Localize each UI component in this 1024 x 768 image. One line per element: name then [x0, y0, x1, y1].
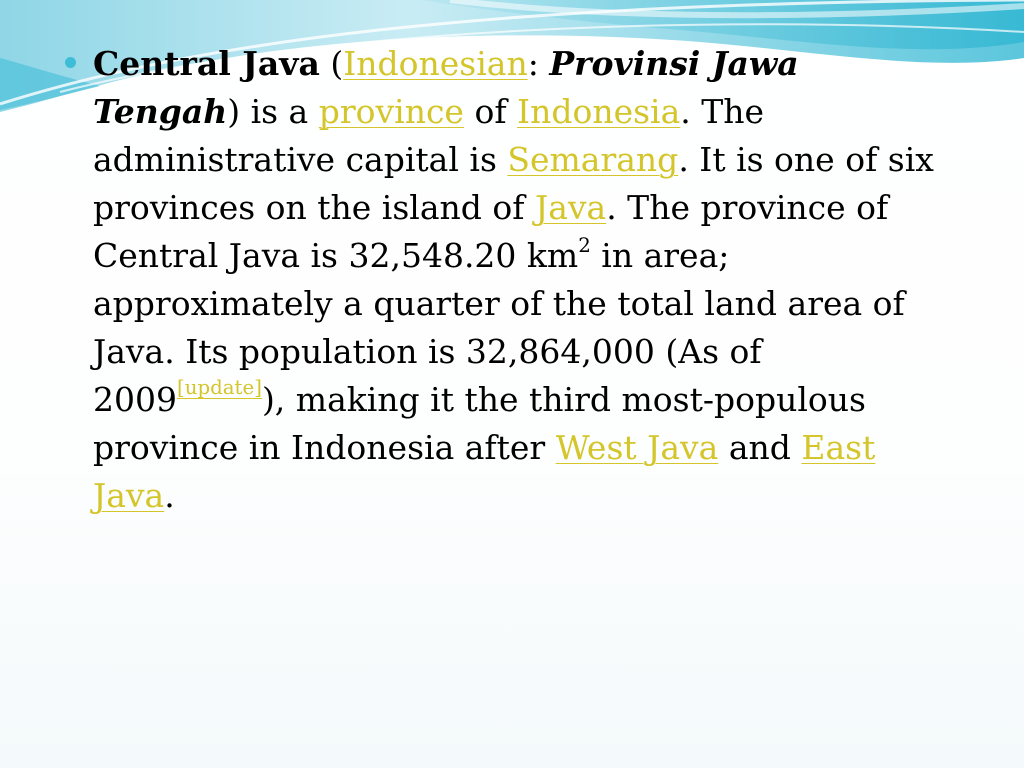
text-run: :	[527, 44, 550, 83]
native-name-text: Provinsi Jawa	[549, 44, 799, 83]
text-run: . The	[680, 92, 765, 131]
text-run: (	[319, 44, 344, 83]
link-java[interactable]: Java	[534, 188, 607, 227]
text-run: province in Indonesia after	[93, 428, 556, 467]
link-indonesia[interactable]: Indonesia	[517, 92, 681, 131]
text-line	[93, 280, 998, 328]
text-run: . It is one of six	[678, 140, 934, 179]
text-run: 2009	[93, 380, 177, 419]
text-line	[93, 40, 998, 88]
text-run: administrative capital is	[93, 140, 508, 179]
link-west-java[interactable]: West Java	[555, 428, 719, 467]
text-run: approximately a quarter of the total land area of	[93, 284, 905, 323]
text-run: and	[718, 428, 802, 467]
superscript-squared: 2	[578, 234, 591, 258]
text-line	[93, 88, 998, 136]
text-line	[93, 376, 998, 424]
text-run: provinces on the island of	[93, 188, 535, 227]
text-line	[93, 424, 998, 472]
term-central-java: Central Java	[93, 44, 320, 83]
native-name-text: Tengah	[93, 92, 228, 131]
link-update[interactable]: [update]	[176, 376, 262, 400]
link-indonesian[interactable]: Indonesian	[343, 44, 528, 83]
text-run: Java. Its population is 32,864,000 (As of	[93, 332, 762, 371]
link-semarang[interactable]: Semarang	[507, 140, 679, 179]
link-province[interactable]: province	[318, 92, 464, 131]
text-run: in area;	[590, 236, 730, 275]
link-east-java[interactable]: East	[801, 428, 876, 467]
text-run: .	[164, 476, 175, 515]
text-run: of	[463, 92, 518, 131]
text-run: Central Java is 32,548.20 km	[93, 236, 579, 275]
text-run: . The province of	[606, 188, 889, 227]
text-run: ) is a	[227, 92, 319, 131]
text-run: ), making it the third most-populous	[261, 380, 866, 419]
text-line	[93, 472, 998, 520]
link-east-java[interactable]: Java	[93, 476, 165, 515]
text-line	[93, 136, 998, 184]
text-line	[93, 184, 998, 232]
bullet-paragraph	[93, 40, 998, 520]
text-line	[93, 232, 998, 280]
text-line	[93, 328, 998, 376]
bullet-icon	[65, 57, 76, 68]
